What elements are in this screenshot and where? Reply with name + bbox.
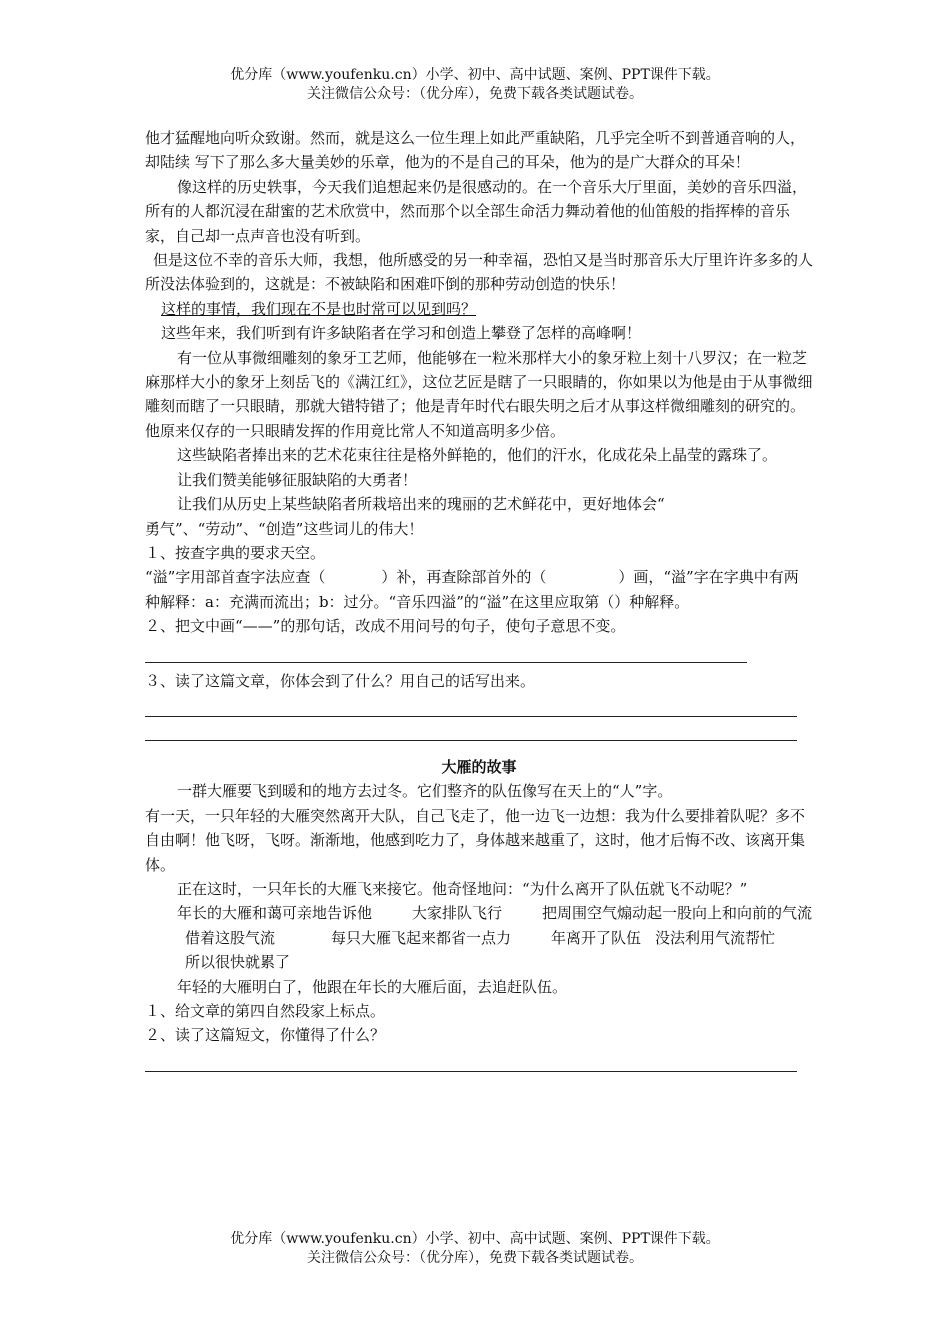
answer-line[interactable]: [145, 639, 747, 663]
paragraph: 让我们赞美能够征服缺陷的大勇者！: [177, 470, 418, 489]
q1-text-d: ）种解释。: [614, 592, 690, 611]
answer-line[interactable]: [145, 1048, 797, 1072]
paragraph: 正在这时，一只年长的大雁飞来接它。他奇怪地问：“为什么离开了队伍就飞不动呢？”: [177, 879, 748, 898]
paragraph: 有一天，一只年轻的大雁突然离开大队，自己飞走了，他一边飞一边想：我为什么要排着队呢？多不自由啊！他飞呀，飞呀。渐渐地，他感到吃力了，身体越来越重了，这时，他才后悔不改、该离开集体。: [145, 806, 806, 874]
question-2: ２、读了这篇短文，你懂得了什么？: [145, 1026, 386, 1045]
underlined-sentence: [145, 297, 813, 321]
paragraph: 这些缺陷者捧出来的艺术花束往往是格外鲜艳的，他们的汗水，化成花朵上晶莹的露珠了。: [177, 446, 778, 465]
q1-text-a: “溢”字用部首查字法应查（: [145, 568, 326, 587]
paragraph: 像这样的历史轶事，今天我们追想起来仍是很感动的。在一个音乐大厅里面，美妙的音乐四溢，所有的人都沉浸在甜蜜的艺术欣赏中，然而那个以全部生命活力舞动着他的仙笛般的指挥棒的音乐家，自己却一点声音也没有听到。: [145, 177, 808, 245]
sentence-fragment: 所以很快就累了: [185, 953, 291, 972]
sentence-fragment: 年离开了队伍: [551, 928, 642, 947]
header-line-1: 优分库（www.youfenku.cn）小学、初中、高中试题、案例、PPT课件下载。: [230, 67, 720, 83]
sentence-fragment: 年长的大雁和蔼可亲地告诉他: [177, 904, 373, 923]
question-1: １、按查字典的要求天空。: [145, 543, 326, 562]
paragraph: 年轻的大雁明白了，他跟在年长的大雁后面，去追赶队伍。: [177, 977, 568, 996]
sentence-fragment: 把周围空气煽动起一股向上和向前的气流: [542, 904, 813, 923]
paragraph: 有一位从事微细雕刻的象牙工艺师，他能够在一粒米那样大小的象牙粒上刻十八罗汉；在一粒芝麻那样大小的象牙上刻岳飞的《满江红》，这位艺匠是瞎了一只眼睛的，你如果以为他是由于从事微细雕刻而瞎了一只眼睛，那就大错特错了；他是青年时代右眼失明之后才从事这样微细雕刻的研究的。他原来仅存的一只眼睛发挥的作用竟比常人不知道高明多少倍。: [145, 348, 813, 440]
q1-text-b: ）补，再查除部首外的（: [381, 568, 547, 587]
document-body: [145, 126, 813, 1072]
paragraph: 他才猛醒地向听众致谢。然而，就是这么一位生理上如此严重缺陷，几乎完全听不到普通音响的人，却陆续 写下了那么多大量美妙的乐章，他为的不是自己的耳朵，他为的是广大群众的耳朵！: [145, 129, 806, 172]
question-1-body: [145, 565, 813, 614]
header-line-2: 关注微信公众号：（优分库），免费下载各类试题试卷。: [307, 86, 643, 102]
unpunctuated-paragraph: [145, 901, 813, 974]
paragraph: 一群大雁要飞到暖和的地方去过冬。它们整齐的队伍像写在天上的“人”字。: [177, 782, 673, 801]
q1-text-c: ）画，“溢”字在字典中有两种解释：a：充满而流出；b：过分。“音乐四溢”的“溢”在这里应取第（: [145, 568, 799, 611]
story-title: 大雁的故事: [441, 757, 517, 776]
question-1: １、给文章的第四自然段家上标点。: [145, 1002, 386, 1020]
footer-line-1: 优分库（www.youfenku.cn）小学、初中、高中试题、案例、PPT课件下载。: [230, 1231, 720, 1247]
paragraph: 但是这位不幸的音乐大师，我想，他所感受的另一种幸福，恐怕又是当时那音乐大厅里许许多多的人所没法体验到的，这就是：不被缺陷和困难吓倒的那种劳动创造的快乐！: [145, 251, 814, 294]
paragraph: 这些年来，我们听到有许多缺陷者在学习和创造上攀登了怎样的高峰啊！: [161, 324, 642, 343]
sentence-fragment: 借着这股气流: [185, 928, 276, 947]
page-footer: [0, 1230, 950, 1268]
sentence-fragment: 大家排队飞行: [412, 904, 503, 923]
page-header: [0, 66, 950, 104]
paragraph: 勇气”、“劳动”、“创造”这些词儿的伟大！: [145, 519, 424, 538]
answer-line[interactable]: [145, 693, 797, 717]
sentence-fragment: 没法利用气流帮忙: [655, 928, 776, 947]
underlined-text: 这样的事情，我们现在不是也时常可以见到吗？: [161, 299, 477, 318]
sentence-fragment: 每只大雁飞起来都省一点力: [331, 928, 512, 947]
answer-line[interactable]: [145, 717, 797, 741]
question-2: ２、把文中画“——”的那句话，改成不用问号的句子，使句子意思不变。: [145, 617, 626, 636]
paragraph: 让我们从历史上某些缺陷者所栽培出来的瑰丽的艺术鲜花中，更好地体会“: [177, 495, 665, 514]
question-3: ３、读了这篇文章，你体会到了什么？用自己的话写出来。: [145, 671, 536, 690]
footer-line-2: 关注微信公众号：（优分库），免费下载各类试题试卷。: [307, 1250, 643, 1266]
